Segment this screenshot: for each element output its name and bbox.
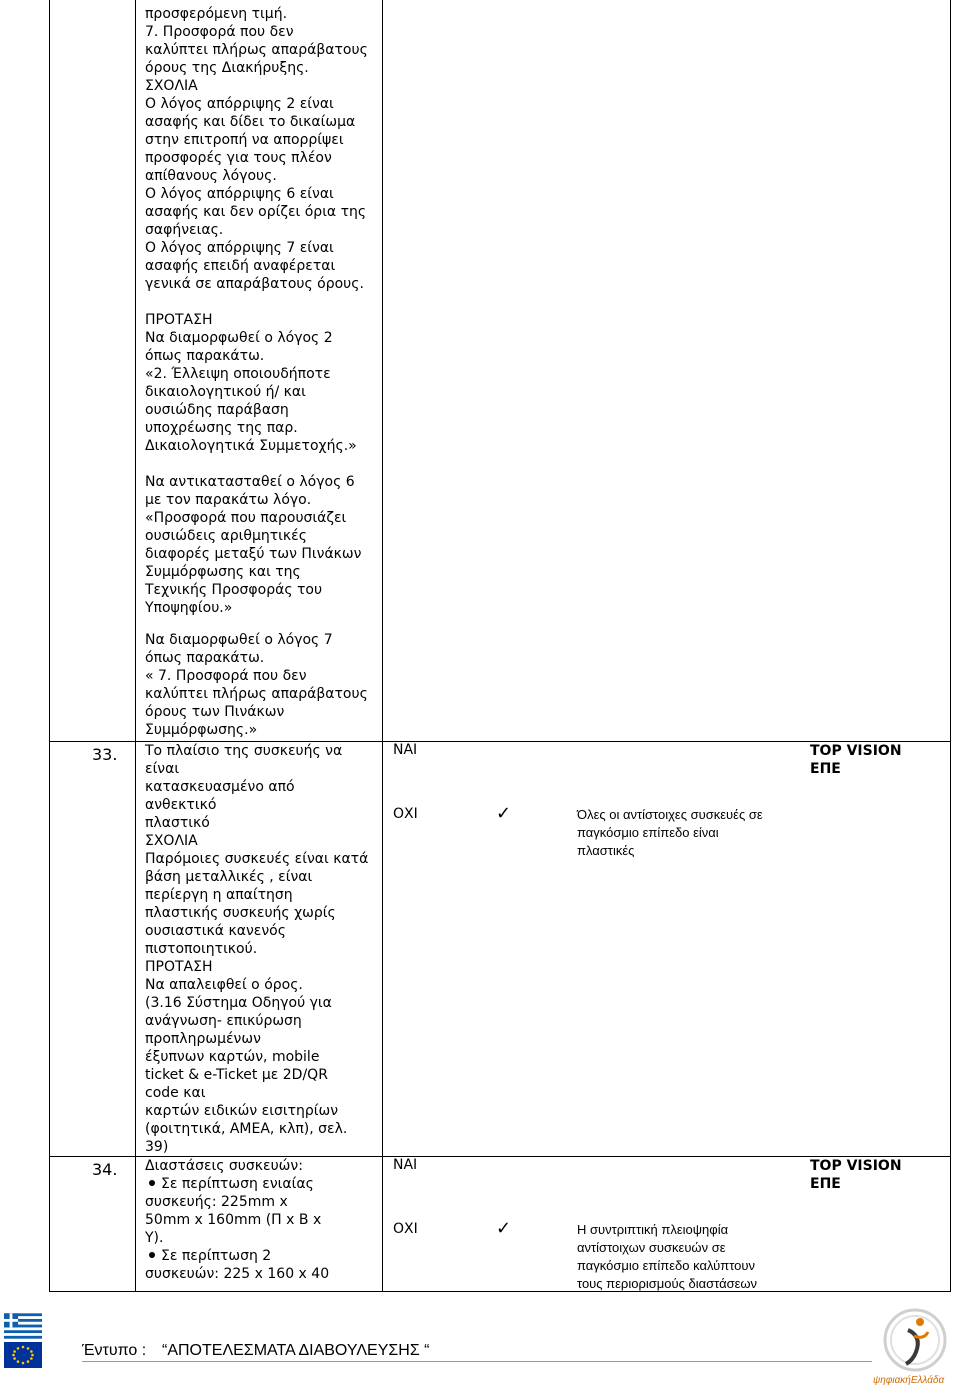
- text-line: « 7. Προσφορά που δεν: [145, 668, 307, 684]
- table-border-bottom: [49, 1291, 951, 1292]
- text-line: Σε περίπτωση 2: [161, 1248, 272, 1264]
- text-line: υποχρέωσης της παρ.: [145, 420, 298, 436]
- text-line: δικαιολογητικού ή/ και: [145, 384, 306, 400]
- text-line: ΣΧΟΛΙΑ: [145, 833, 198, 849]
- text-line: ασαφής επειδή αναφέρεται: [145, 258, 336, 274]
- digital-greece-logo-icon: [880, 1306, 950, 1376]
- text-line: Το πλαίσιο της συσκευής να: [145, 743, 343, 759]
- text-line: όπως παρακάτω.: [145, 348, 265, 364]
- text-line: διαφορές μεταξύ των Πινάκων: [145, 546, 362, 562]
- text-line: 50mm x 160mm (Π x Β x: [145, 1212, 322, 1228]
- text-line: όρους των Πινάκων: [145, 704, 285, 720]
- option-no: ΟΧΙ: [393, 1221, 418, 1237]
- note-line: πλαστικές: [577, 843, 635, 858]
- text-line: ουσιαστικά κανενός: [145, 923, 286, 939]
- text-line: Να αντικατασταθεί ο λόγος 6: [145, 474, 355, 490]
- table-border-right: [950, 0, 951, 1292]
- text-line: καλύπτει πλήρως απαράβατους: [145, 42, 368, 58]
- checkmark-icon: ✓: [496, 1218, 512, 1239]
- text-line: πιστοποιητικού.: [145, 941, 258, 957]
- bullet-icon: [149, 1252, 155, 1258]
- text-line: Συμμόρφωσης και της: [145, 564, 301, 580]
- text-line: απίθανους λόγους.: [145, 168, 277, 184]
- option-yes: ΝΑΙ: [393, 742, 418, 758]
- text-line: έξυπνων καρτών, mobile: [145, 1049, 320, 1065]
- text-line: Τεχνικής Προσφοράς του: [145, 582, 323, 598]
- text-line: Ο λόγος απόρριψης 6 είναι: [145, 186, 334, 202]
- text-line: σαφήνειας.: [145, 222, 224, 238]
- text-line: Υποψηφίου.»: [145, 600, 233, 616]
- row34-text: [145, 1157, 329, 1283]
- text-line: όρους της Διακήρυξης.: [145, 60, 309, 76]
- text-line: «Προσφορά που παρουσιάζει: [145, 510, 347, 526]
- text-line: Να διαμορφωθεί ο λόγος 7: [145, 632, 333, 648]
- text-line: πλαστικό: [145, 815, 210, 831]
- text-line: συσκευών: 225 x 160 x 40: [145, 1266, 330, 1282]
- text-line: Ο λόγος απόρριψης 7 είναι: [145, 240, 334, 256]
- text-line: ticket & e-Ticket με 2D/QR: [145, 1067, 328, 1083]
- footer-title: “ΑΠΟΤΕΛΕΣΜΑΤΑ ΔΙΑΒΟΥΛΕΥΣΗΣ “: [162, 1342, 430, 1359]
- note-line: Η συντριπτική πλειοψηφία: [577, 1222, 729, 1237]
- option-yes: ΝΑΙ: [393, 1157, 418, 1173]
- row-number: 33.: [92, 745, 118, 764]
- text-line: Διαστάσεις συσκευών:: [145, 1158, 303, 1174]
- prev-row-text: [145, 5, 368, 739]
- text-line: Ο λόγος απόρριψης 2 είναι: [145, 96, 334, 112]
- text-line: ΠΡΟΤΑΣΗ: [145, 312, 213, 328]
- text-line: ασαφής και δίδει το δικαίωμα: [145, 114, 356, 130]
- text-line: Συμμόρφωσης.»: [145, 722, 258, 738]
- checkmark-icon: ✓: [496, 803, 512, 824]
- text-line: code και: [145, 1085, 206, 1101]
- text-line: όπως παρακάτω.: [145, 650, 265, 666]
- note-line: αντίστοιχων συσκευών σε: [577, 1240, 726, 1255]
- text-line: 7. Προσφορά που δεν: [145, 24, 294, 40]
- row34-note: [577, 1221, 757, 1293]
- text-line: ουσιώδης παράβαση: [145, 402, 289, 418]
- text-line: (φοιτητικά, ΑΜΕΑ, κλπ), σελ.: [145, 1121, 348, 1137]
- text-line: είναι: [145, 761, 180, 777]
- row-number: 34.: [92, 1160, 118, 1179]
- bullet-item: [145, 1247, 329, 1265]
- company-line: ΕΠΕ: [810, 1176, 841, 1192]
- text-line: προπληρωμένων: [145, 1031, 261, 1047]
- text-line: κατασκευασμένο από: [145, 779, 295, 795]
- eu-flag-icon: [4, 1342, 42, 1368]
- text-line: ΠΡΟΤΑΣΗ: [145, 959, 213, 975]
- text-line: Παρόμοιες συσκευές είναι κατά: [145, 851, 369, 867]
- text-line: με τον παρακάτω λόγο.: [145, 492, 312, 508]
- text-line: (3.16 Σύστημα Οδηγού για: [145, 995, 332, 1011]
- row33-note: [577, 806, 763, 860]
- text-line: στην επιτροπή να απορρίψει: [145, 132, 344, 148]
- text-line: καλύπτει πλήρως απαράβατους: [145, 686, 368, 702]
- company-line: ΕΠΕ: [810, 761, 841, 777]
- text-line: Σε περίπτωση ενιαίας: [161, 1176, 314, 1192]
- text-line: ανθεκτικό: [145, 797, 217, 813]
- text-line: «2. Έλλειψη οποιουδήποτε: [145, 366, 331, 382]
- text-line: προσφορές για τους πλέον: [145, 150, 332, 166]
- company-line: TOP VISION: [810, 1158, 902, 1174]
- text-line: πλαστικής συσκευής χωρίς: [145, 905, 336, 921]
- company-line: TOP VISION: [810, 743, 902, 759]
- greek-flag-icon: [4, 1313, 42, 1339]
- note-line: τους περιορισμούς διαστάσεων: [577, 1276, 758, 1291]
- logo-text: ψηφιακήΕλλάδα: [873, 1375, 945, 1386]
- text-line: προσφερόμενη τιμή.: [145, 6, 288, 22]
- text-line: ΣΧΟΛΙΑ: [145, 78, 198, 94]
- note-line: παγκόσμιο επίπεδο καλύπτουν: [577, 1258, 756, 1273]
- row33-text: [145, 742, 368, 1156]
- text-line: γενικά σε απαράβατους όρους.: [145, 276, 364, 292]
- option-no: ΟΧΙ: [393, 806, 418, 822]
- text-line: Να απαλειφθεί ο όρος.: [145, 977, 303, 993]
- text-line: Να διαμορφωθεί ο λόγος 2: [145, 330, 333, 346]
- company-name: [810, 1157, 902, 1193]
- text-line: 39): [145, 1139, 169, 1155]
- table-col-divider: [135, 0, 136, 1292]
- text-line: ασαφής και δεν ορίζει όρια της: [145, 204, 367, 220]
- table-border-left: [49, 0, 50, 1292]
- note-line: Όλες οι αντίστοιχες συσκευές σε: [577, 807, 763, 822]
- table-col-divider: [382, 0, 383, 1292]
- text-line: ουσιώδεις αριθμητικές: [145, 528, 307, 544]
- bullet-icon: [149, 1180, 155, 1186]
- text-line: ανάγνωση- επικύρωση: [145, 1013, 302, 1029]
- text-line: καρτών ειδικών εισιτηρίων: [145, 1103, 339, 1119]
- text-line: Υ).: [145, 1230, 164, 1246]
- footer-label: Έντυπο :: [82, 1342, 147, 1359]
- text-line: συσκευής: 225mm x: [145, 1194, 288, 1210]
- footer-rule: [82, 1361, 872, 1362]
- note-line: παγκόσμιο επίπεδο είναι: [577, 825, 719, 840]
- company-name: [810, 742, 902, 778]
- text-line: περίεργη η απαίτηση: [145, 887, 293, 903]
- text-line: Δικαιολογητικά Συμμετοχής.»: [145, 438, 357, 454]
- text-line: βάση μεταλλικές , είναι: [145, 869, 313, 885]
- bullet-item: [145, 1175, 329, 1193]
